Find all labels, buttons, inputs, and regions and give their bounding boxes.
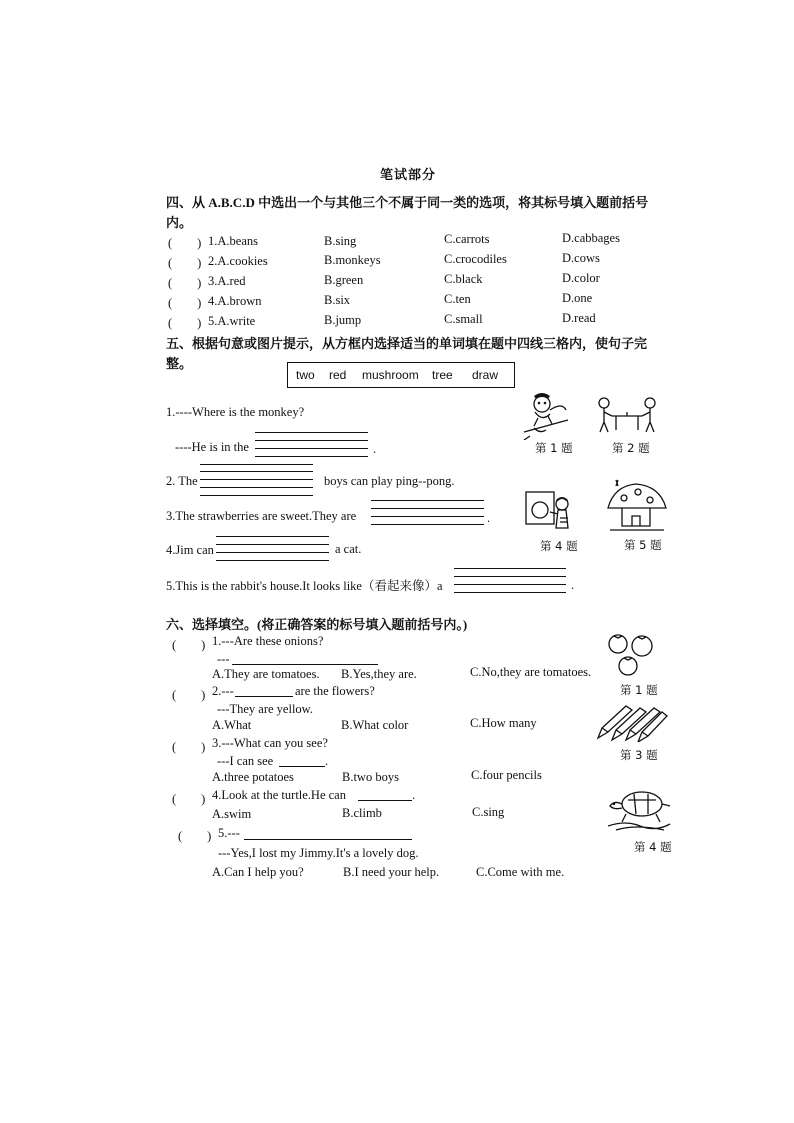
answer-paren[interactable]: ( ) bbox=[172, 792, 206, 806]
s6-q4-stem-start: 4.Look at the turtle.He can bbox=[212, 788, 346, 802]
ping-pong-boys-picture bbox=[596, 396, 660, 436]
guide-line bbox=[200, 487, 313, 488]
guide-line bbox=[216, 536, 329, 537]
option-d: D.cabbages bbox=[562, 231, 620, 245]
option-a: 4.A.brown bbox=[208, 294, 262, 308]
s5-q2-start: 2. The bbox=[166, 474, 198, 488]
s5-q1-question: 1.----Where is the monkey? bbox=[166, 405, 305, 419]
s6-q4-stem-end: . bbox=[412, 788, 416, 802]
guide-line bbox=[454, 584, 566, 585]
s5-q2-end: boys can play ping--pong. bbox=[324, 474, 455, 488]
s5-q1-answer-prefix: ----He is in the bbox=[175, 440, 249, 454]
option-b: B.monkeys bbox=[324, 253, 381, 267]
option-a: A.three potatoes bbox=[212, 770, 294, 784]
guide-line bbox=[371, 524, 484, 525]
word-bank-word: tree bbox=[432, 368, 453, 382]
s6-caption-1: 第 1 题 bbox=[620, 683, 658, 697]
word-bank-box bbox=[287, 362, 515, 388]
guide-line bbox=[371, 508, 484, 509]
guide-line bbox=[454, 576, 566, 577]
turtle-picture bbox=[606, 782, 672, 832]
guide-line bbox=[200, 479, 313, 480]
s6-q3-reply-start: ---I can see bbox=[217, 754, 274, 768]
guide-line bbox=[255, 448, 368, 449]
guide-line bbox=[454, 592, 566, 593]
word-bank-word: red bbox=[329, 368, 347, 382]
boy-drawing-picture bbox=[522, 488, 574, 536]
s5-q5-end: . bbox=[571, 578, 575, 592]
s5-q3-start: 3.The strawberries are sweet.They are bbox=[166, 509, 357, 523]
option-b: B.Yes,they are. bbox=[341, 667, 417, 681]
answer-blank[interactable] bbox=[279, 766, 325, 767]
option-a: A.swim bbox=[212, 807, 252, 821]
option-c: C.black bbox=[444, 272, 483, 286]
option-a: A.Can I help you? bbox=[212, 865, 304, 879]
answer-paren[interactable]: ( ) bbox=[172, 740, 206, 754]
s6-q2-stem-end: are the flowers? bbox=[295, 684, 375, 698]
s6-q5-reply: ---Yes,I lost my Jimmy.It's a lovely dog. bbox=[218, 846, 419, 860]
guide-line bbox=[200, 495, 313, 496]
option-c: C.ten bbox=[444, 292, 471, 306]
s5-caption-4: 第 4 题 bbox=[540, 539, 578, 553]
guide-line bbox=[200, 464, 313, 465]
s6-caption-4: 第 4 题 bbox=[634, 840, 672, 854]
mushroom-house-picture bbox=[604, 478, 668, 532]
option-c: C.How many bbox=[470, 716, 537, 730]
option-b: B.What color bbox=[341, 718, 409, 732]
s5-q1-end: . bbox=[373, 442, 377, 456]
guide-line bbox=[216, 552, 329, 553]
section5-heading: 五、根据句意或图片提示，从方框内选择适当的单词填在题中四线三格内，使句子完 bbox=[166, 336, 648, 351]
option-d: D.cows bbox=[562, 251, 600, 265]
guide-line bbox=[371, 500, 484, 501]
option-a: 5.A.write bbox=[208, 314, 256, 328]
option-c: C.sing bbox=[472, 805, 505, 819]
option-d: D.read bbox=[562, 311, 596, 325]
monkey-in-tree-picture bbox=[520, 390, 572, 440]
option-c: C.four pencils bbox=[471, 768, 542, 782]
s5-q4-start: 4.Jim can bbox=[166, 543, 214, 557]
tomatoes-picture bbox=[604, 630, 658, 678]
option-c: C.crocodiles bbox=[444, 252, 507, 266]
option-b: B.jump bbox=[324, 313, 362, 327]
guide-line bbox=[454, 568, 566, 569]
answer-paren[interactable]: ( ) bbox=[178, 829, 212, 843]
s6-q2-stem-start: 2.--- bbox=[212, 684, 234, 698]
s6-q3-stem: 3.---What can you see? bbox=[212, 736, 328, 750]
section4-heading: 四、从 A.B.C.D 中选出一个与其他三个不属于同一类的选项，将其标号填入题前括号 bbox=[166, 195, 649, 210]
word-bank-word: mushroom bbox=[362, 368, 419, 382]
option-c: C.Come with me. bbox=[476, 865, 565, 879]
answer-blank[interactable] bbox=[235, 696, 293, 697]
option-b: B.green bbox=[324, 273, 364, 287]
s6-q5-stem: 5.--- bbox=[218, 826, 240, 840]
option-a: 3.A.red bbox=[208, 274, 246, 288]
page-title: 笔试部分 bbox=[380, 167, 437, 182]
answer-paren[interactable]: ( ) bbox=[168, 276, 202, 290]
answer-paren[interactable]: ( ) bbox=[168, 316, 202, 330]
option-a: A.They are tomatoes. bbox=[212, 667, 320, 681]
section6-heading: 六、选择填空。(将正确答案的标号填入题前括号内。) bbox=[166, 617, 468, 632]
s5-caption-5: 第 5 题 bbox=[624, 538, 662, 552]
guide-line bbox=[200, 471, 313, 472]
option-d: D.one bbox=[562, 291, 593, 305]
option-a: 2.A.cookies bbox=[208, 254, 268, 268]
answer-paren[interactable]: ( ) bbox=[172, 638, 206, 652]
guide-line bbox=[216, 560, 329, 561]
answer-blank[interactable] bbox=[244, 839, 412, 840]
pencils-picture bbox=[596, 700, 668, 742]
option-c: C.No,they are tomatoes. bbox=[470, 665, 592, 679]
s6-q2-reply: ---They are yellow. bbox=[217, 702, 314, 716]
answer-paren[interactable]: ( ) bbox=[168, 296, 202, 310]
guide-line bbox=[255, 456, 368, 457]
s5-caption-1: 第 1 题 bbox=[535, 441, 573, 455]
option-c: C.small bbox=[444, 312, 483, 326]
option-b: B.I need your help. bbox=[343, 865, 440, 879]
guide-line bbox=[216, 544, 329, 545]
s6-caption-3: 第 3 题 bbox=[620, 748, 658, 762]
answer-paren[interactable]: ( ) bbox=[168, 256, 202, 270]
guide-line bbox=[371, 516, 484, 517]
s5-q4-end: a cat. bbox=[335, 542, 362, 556]
section5-heading-cont: 整。 bbox=[166, 356, 193, 371]
option-b: B.sing bbox=[324, 234, 357, 248]
s6-q1-reply-prefix: --- bbox=[217, 652, 230, 666]
option-a: A.What bbox=[212, 718, 252, 732]
answer-blank[interactable] bbox=[232, 664, 378, 665]
s6-q3-reply-end: . bbox=[325, 754, 329, 768]
answer-paren[interactable]: ( ) bbox=[172, 688, 206, 702]
s6-q1-stem: 1.---Are these onions? bbox=[212, 634, 324, 648]
guide-line bbox=[255, 440, 368, 441]
option-b: B.climb bbox=[342, 806, 382, 820]
word-bank-word: draw bbox=[472, 368, 499, 382]
option-b: B.two boys bbox=[342, 770, 399, 784]
answer-blank[interactable] bbox=[358, 800, 412, 801]
s5-q3-end: . bbox=[487, 511, 491, 525]
answer-paren[interactable]: ( ) bbox=[168, 236, 202, 250]
option-c: C.carrots bbox=[444, 232, 490, 246]
section4-heading-cont: 内。 bbox=[166, 215, 193, 230]
guide-line bbox=[255, 432, 368, 433]
word-bank-word: two bbox=[296, 368, 315, 382]
s5-q5-start: 5.This is the rabbit's house.It looks like（看起来像）a bbox=[166, 579, 443, 593]
option-a: 1.A.beans bbox=[208, 234, 258, 248]
option-b: B.six bbox=[324, 293, 351, 307]
option-d: D.color bbox=[562, 271, 600, 285]
s5-caption-2: 第 2 题 bbox=[612, 441, 650, 455]
